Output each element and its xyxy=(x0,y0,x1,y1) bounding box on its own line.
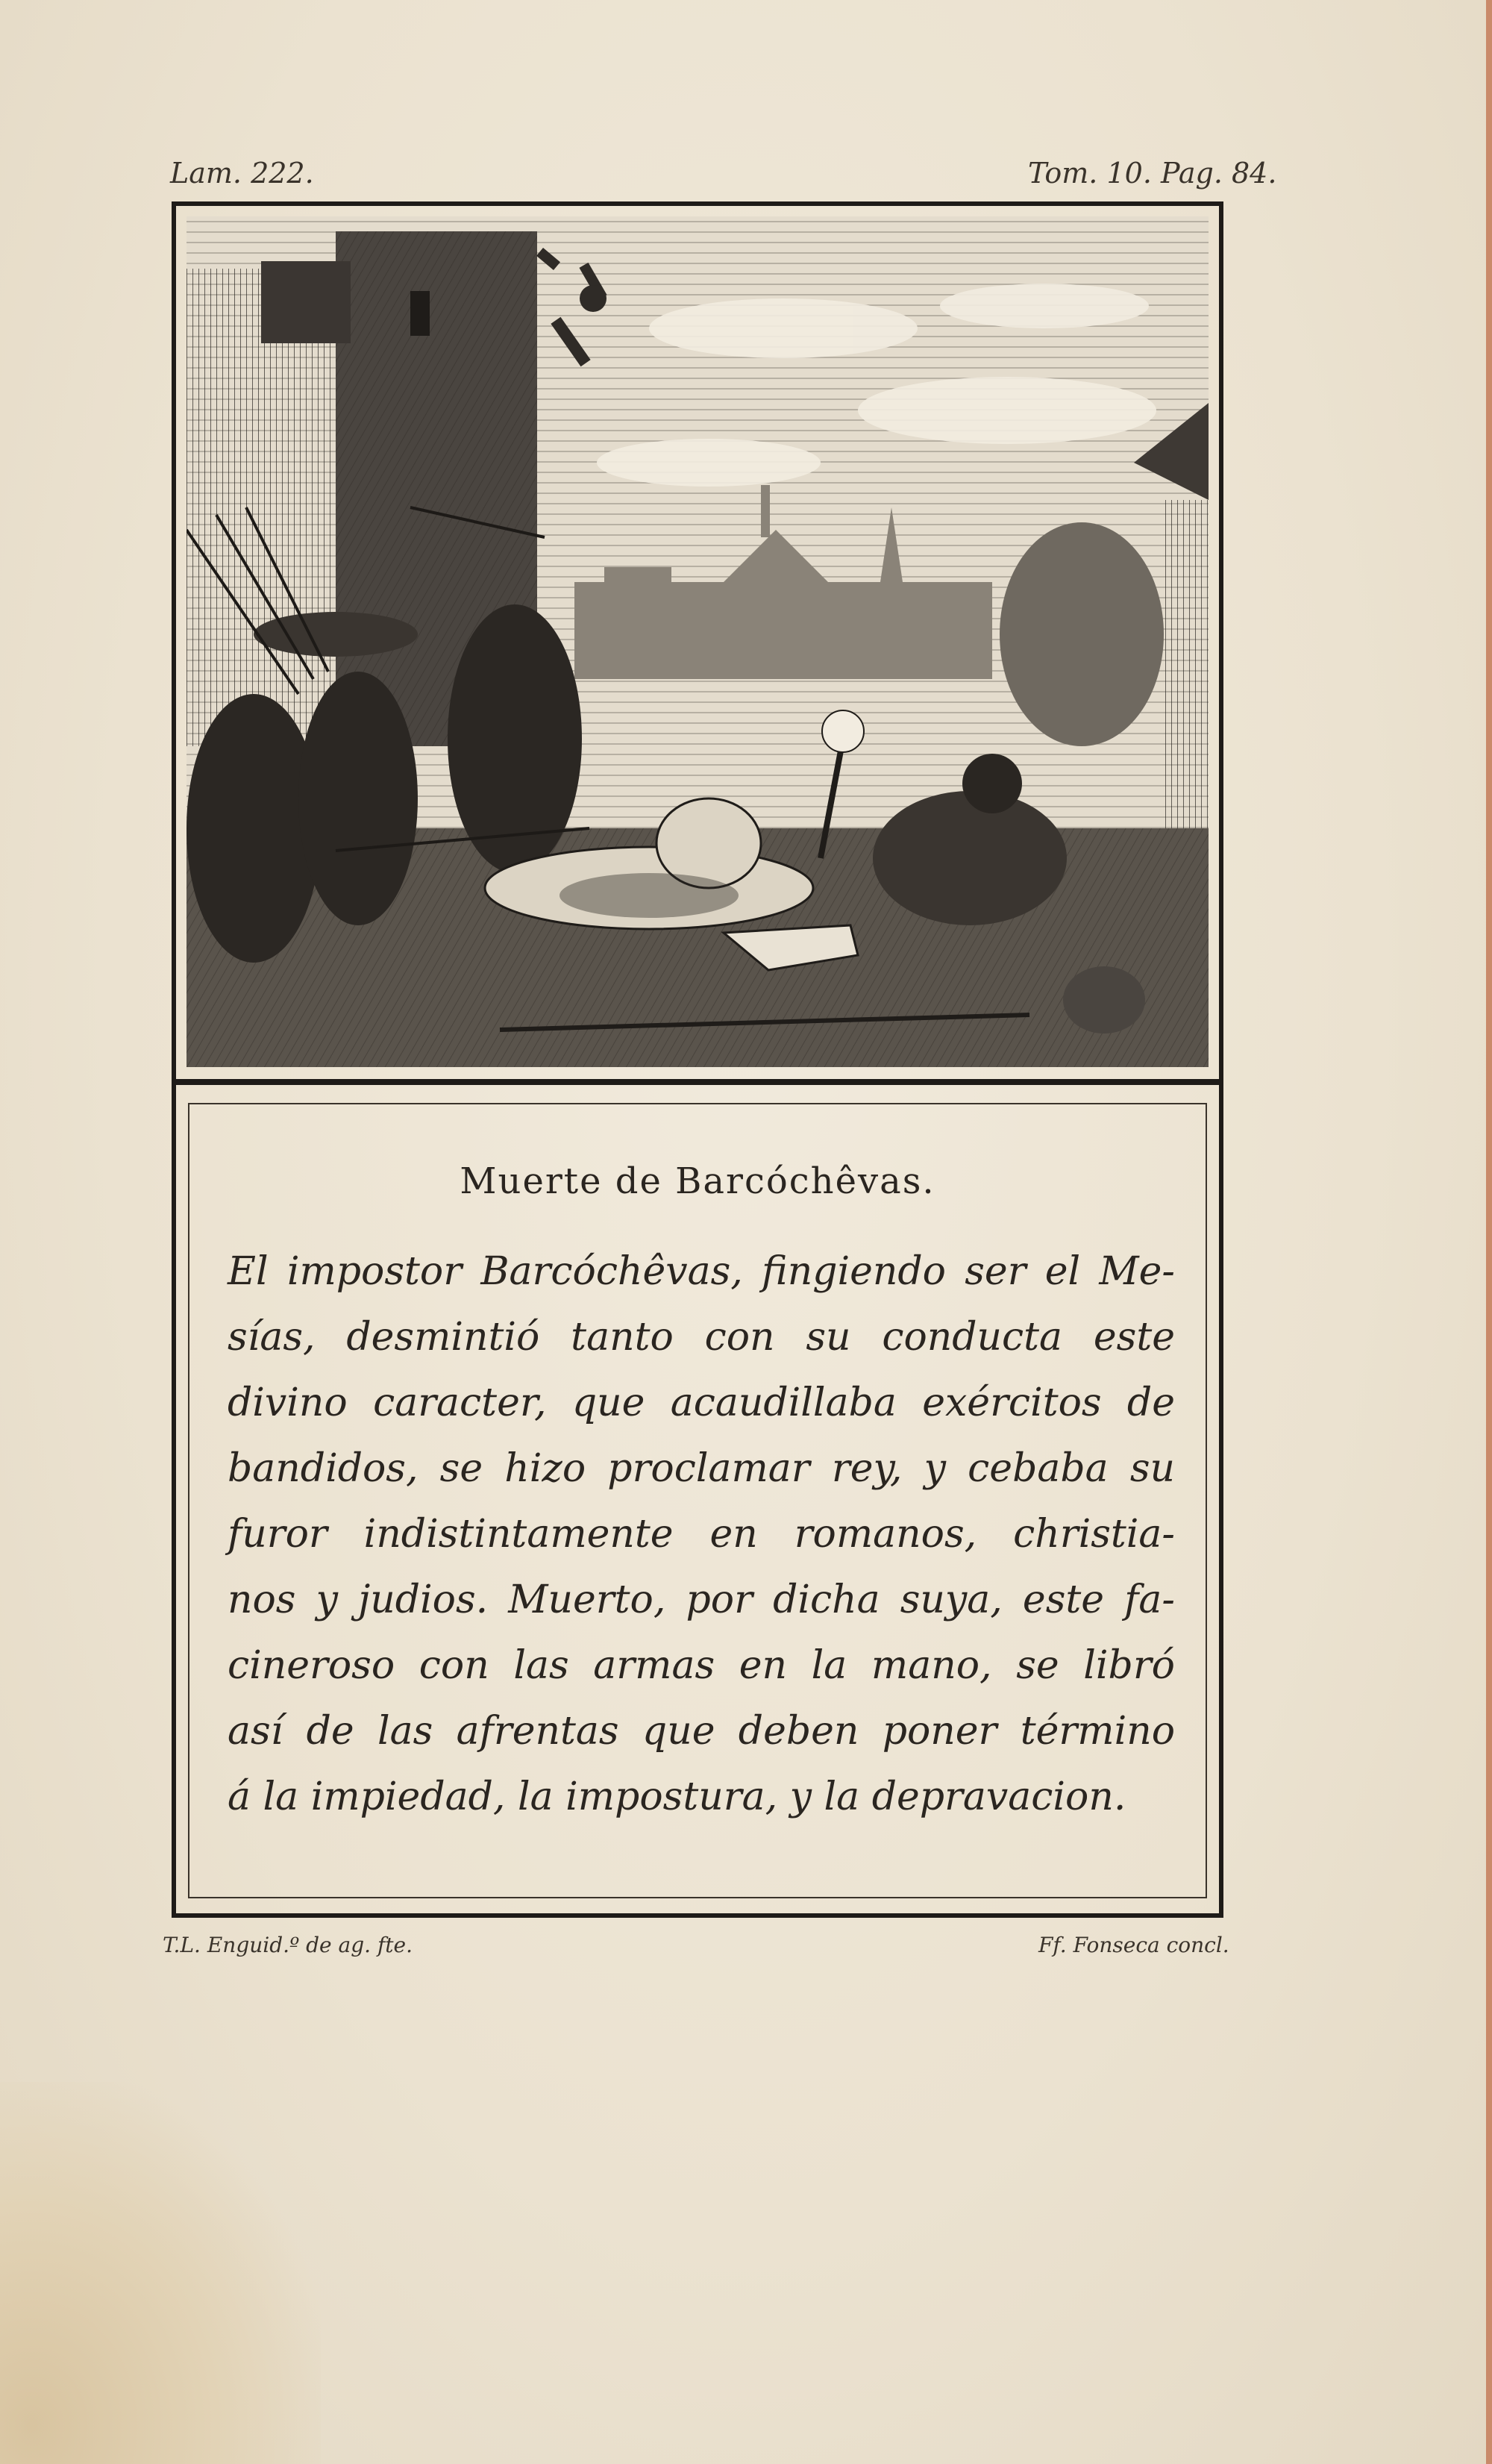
volume-page-reference: Tom. 10. Pag. 84. xyxy=(1028,157,1277,190)
engraver-credit: T.L. Enguid.º de ag. fte. xyxy=(163,1933,413,1957)
caption-line: nos y judios. Muerto, por dicha suya, este fa- xyxy=(228,1577,1175,1622)
plate-divider xyxy=(172,1079,1223,1085)
plate-title: Muerte de Barcóchêvas. xyxy=(460,1160,935,1202)
engraving-illustration xyxy=(186,216,1209,1067)
caption-line: así de las afrentas que deben poner término xyxy=(228,1709,1175,1754)
paper-edge xyxy=(1486,0,1492,2464)
caption-line: bandidos, se hizo proclamar rey, y cebaba su xyxy=(228,1446,1175,1491)
caption-line: El impostor Barcóchêvas, fingiendo ser el Me- xyxy=(228,1249,1175,1294)
water-stain xyxy=(0,2082,321,2464)
caption-line: furor indistintamente en romanos, christia- xyxy=(228,1512,1175,1557)
caption-line: cineroso con las armas en la mano, se libró xyxy=(228,1643,1175,1688)
caption-text xyxy=(228,1239,1175,1830)
caption-line: divino caracter, que acaudillaba exércitos de xyxy=(228,1380,1175,1425)
caption-line: sías, desmintió tanto con su conducta este xyxy=(228,1315,1175,1360)
caption-line: á la impiedad, la impostura, y la depravacion. xyxy=(228,1774,1126,1819)
finisher-credit: Ff. Fonseca concl. xyxy=(1038,1933,1229,1957)
plate-number: Lam. 222. xyxy=(170,157,314,190)
